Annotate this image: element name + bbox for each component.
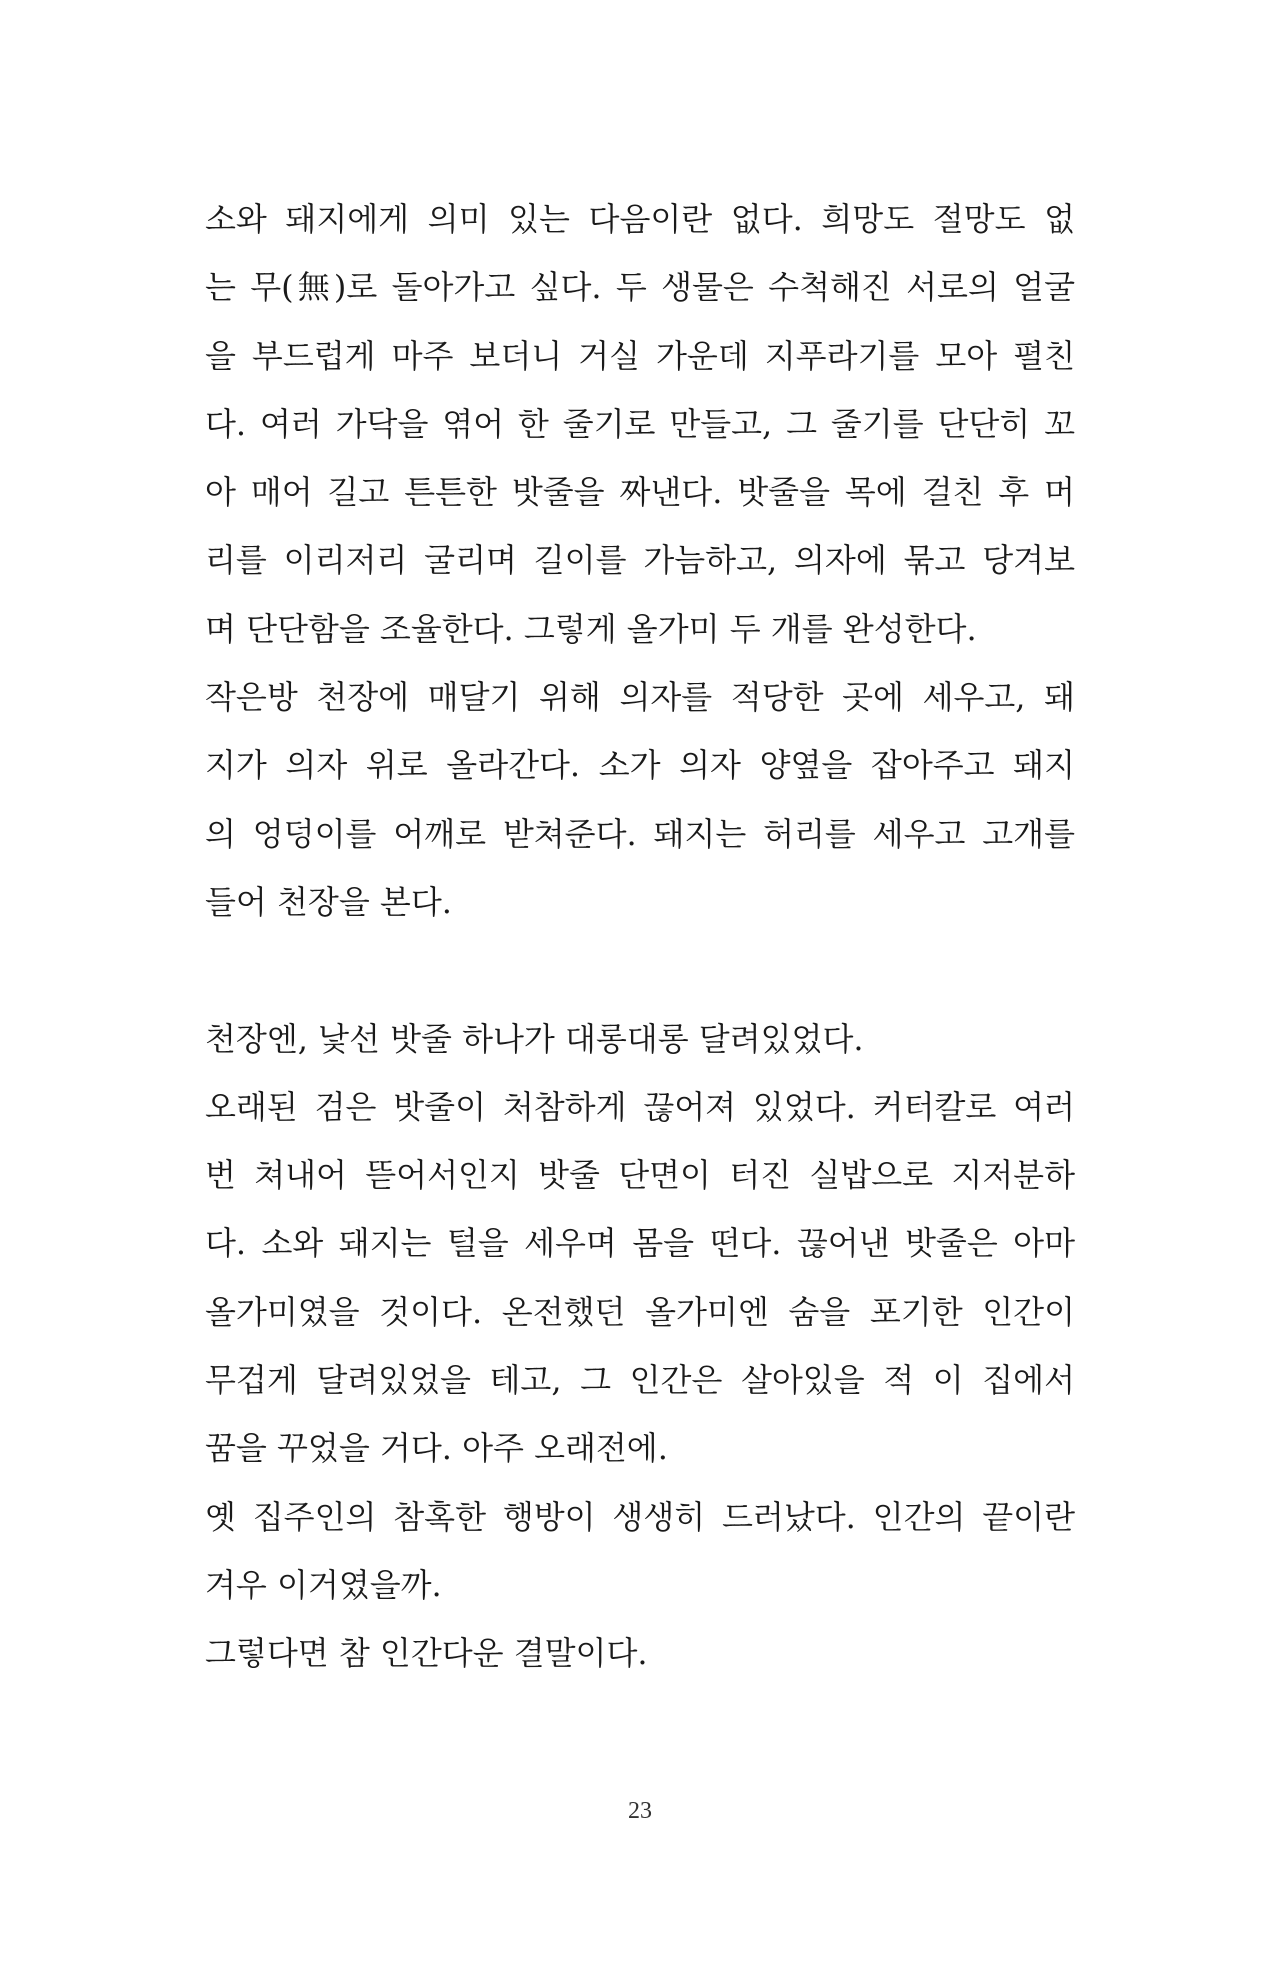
text-line: 그렇다면 참 인간다운 결말이다.	[205, 1634, 648, 1673]
text-line: 의 엉덩이를 어깨로 받쳐준다. 돼지는 허리를 세우고 고개를	[205, 814, 1075, 853]
text-line: 무겁게 달려있었을 테고, 그 인간은 살아있을 적 이 집에서	[205, 1361, 1075, 1400]
page-number: 23	[628, 1798, 652, 1824]
text-line: 을 부드럽게 마주 보더니 거실 가운데 지푸라기를 모아 펼친	[205, 336, 1075, 375]
text-line: 리를 이리저리 굴리며 길이를 가늠하고, 의자에 묶고 당겨보	[205, 541, 1075, 580]
text-line: 작은방 천장에 매달기 위해 의자를 적당한 곳에 세우고, 돼	[205, 678, 1075, 717]
text-line: 겨우 이거였을까.	[205, 1565, 442, 1604]
text-line: 며 단단함을 조율한다. 그렇게 올가미 두 개를 완성한다.	[205, 609, 977, 648]
text-line: 옛 집주인의 참혹한 행방이 생생히 드러났다. 인간의 끝이란	[205, 1497, 1075, 1536]
blank-line	[205, 936, 1075, 1004]
text-line: 오래된 검은 밧줄이 처참하게 끊어져 있었다. 커터칼로 여러	[205, 1087, 1075, 1126]
text-line: 지가 의자 위로 올라간다. 소가 의자 양옆을 잡아주고 돼지	[205, 746, 1075, 785]
text-line: 천장엔, 낯선 밧줄 하나가 대롱대롱 달려있었다.	[205, 1019, 864, 1058]
text-line: 들어 천장을 본다.	[205, 882, 452, 921]
text-line: 꿈을 꾸었을 거다. 아주 오래전에.	[205, 1429, 668, 1468]
body-text	[205, 185, 1075, 1688]
text-line: 는 무(無)로 돌아가고 싶다. 두 생물은 수척해진 서로의 얼굴	[205, 268, 1075, 307]
text-line: 다. 여러 가닥을 엮어 한 줄기로 만들고, 그 줄기를 단단히 꼬	[205, 404, 1075, 443]
text-line: 아 매어 길고 튼튼한 밧줄을 짜낸다. 밧줄을 목에 걸친 후 머	[205, 473, 1075, 512]
text-line: 번 쳐내어 뜯어서인지 밧줄 단면이 터진 실밥으로 지저분하	[205, 1156, 1075, 1195]
text-line: 소와 돼지에게 의미 있는 다음이란 없다. 희망도 절망도 없	[205, 200, 1075, 238]
text-line: 올가미였을 것이다. 온전했던 올가미엔 숨을 포기한 인간이	[205, 1292, 1075, 1331]
text-line: 다. 소와 돼지는 털을 세우며 몸을 떤다. 끊어낸 밧줄은 아마	[205, 1224, 1075, 1263]
